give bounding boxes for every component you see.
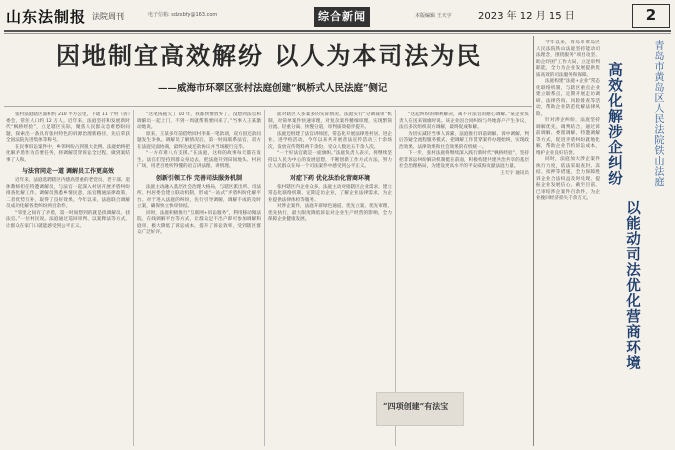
paragraph: “这起纠纷的顺利解决，离不开法官的耐心调解。”某企业负责人在送来锦旗时说。该企业因合同纠纷与外地客户产生争议，法官多次组织双方调解，最终促成和解。 [399,112,529,130]
paragraph: “这笔钱拖欠了 10 年，我都快要放弃了，没想到法官和调解员一起上门，不到一周就帮我要回来了。”当事人王某激动地说。 [137,112,261,130]
section-heading: 对症下药 优化法治化营商环境 [289,174,371,182]
paragraph: 为切实减轻当事人诉累，法庭推行诉前调解、诉中调解、判后答疑全流程服务模式，把调解工作贯穿案件办理始终，实现政治效果、法律效果和社会效果的有机统一。 [399,131,529,150]
headline-divider [4,106,532,107]
section-heading: 创新引领工作 完善司法服务机制 [155,174,243,182]
article-column-3 [268,112,392,446]
paragraph: 今年以来，青岛市黄岛区人民法院铁山法庭坚持能动司法理念，围绕服务“项目攻坚、助企纾困”工作大局，立足审判职能，全力为企业发展提供优质高效的司法服务和保障。 [536,40,600,78]
paragraph: 法庭主动融入基层社会治理大格局，与辖区派出所、司法所、村居委会建立联动机制，形成“一站式”矛盾纠纷化解平台。对于进入法庭的纠纷，先行引导调解，调解不成的及时立案，确保快立快审快结。 [137,184,261,209]
paragraph: “一个好法官就是一面旗帜。”法庭负责人表示，将继续坚持以人民为中心的发展思想，不断创新工作方式方法，努力让人民群众在每一个司法案件中感受到公平正义。 [268,151,392,169]
paragraph: 对涉企案件，法庭开辟绿色通道，优先立案、优先审理、优先执行，最大限度降低诉讼对企业生产经营的影响，全力保障企业健康发展。 [268,204,392,222]
newspaper-logo: 山东法制报 [6,8,87,26]
reporter-credit: 王天宇 通讯员 [499,170,529,176]
article-column-2 [137,112,261,446]
paragraph: 同时，法庭加大涉企案件执行力度，依法采取查封、冻结、扣押等措施，全力保障胜诉企业合法权益及时兑现，提振企业发展信心。截至目前，已审结涉企案件百余件，为企业挽回经济损失千余万元。 [536,157,600,201]
paragraph: 近年来，法庭选聘辖区内德高望重的老党员、老干部、退休教师担任特邀调解员，与法官一起深入村居开展矛盾纠纷排查化解工作。调解员熟悉乡情民意，法官精通法律政策，二者优势互补，取得了良好效果。今年以来，法庭联合调解员成功化解各类纠纷两百余件。 [6,178,130,209]
side-headline-1: 高效化解涉企纠纷 [606,62,623,186]
paragraph: 法庭构建“法庭+企业”常态化联络机制，与辖区重点企业建立联系点，定期开展走访调研、法律咨询、风险排查等活动，帮助企业防范化解法律风险。 [536,79,600,117]
side-article-body [536,40,600,446]
column-divider [133,110,134,446]
paragraph: 下一步，张村法庭将继续深入践行新时代“枫桥经验”，坚持把非诉讼纠纷解决机制挺在前面，积极构建共建共治共享的基层社会治理格局，为建设更高水平的平安威海贡献法庭力量。 [399,151,529,169]
paragraph: “一方有难八方支援。”在法庭，这样的故事每天都在发生。法官们坚持到群众身边去，把法庭开到田间地头、村居广场，用老百姓听得懂的语言讲法理、讲情理。 [137,151,261,169]
paragraph: 面对辖区人多案多的实际情况，法庭实行“分调裁审”机制，对简单案件快速审理，对复杂案件精细审理，实现繁简分流、轻重分离、快慢分道，审判质效稳步提升。 [268,112,392,130]
column-divider [264,110,265,446]
page-number: 2 [632,4,670,28]
section-heading: 与法官同走一道 调解员工作更高效 [21,168,115,175]
email-label: 电子信箱: sdzxbfy@163.com [148,12,218,18]
issue-date: 2023 年 12 月 15 日 [478,11,575,22]
masthead [0,0,675,30]
paragraph: 针对涉企纠纷，法庭坚持调解优先，调判结合，通过诉前调解、委派调解、特邀调解等方式，促进矛盾纠纷就地化解，帮助企业节约诉讼成本，维护企业良好信誉。 [536,118,600,156]
weekly-label: 法院周刊 [92,12,124,21]
paragraph: 张村辖区内企业众多，法庭主动对接辖区企业需求，建立常态化联络机制，定期走访企业，了解企业法律需求，为企业提供法律体检等服务。 [268,184,392,203]
article-column-4 [399,112,529,388]
paragraph: 法庭还组建了法官讲师团，常态化开展法律进村居、进企业、进学校活动，今年以来共开展普法宣传活动三十余场次，发放宣传资料两千余份，受众人数达五千余人次。 [268,131,392,150]
article-column-1 [6,112,130,446]
paragraph: “邻里之间有了矛盾，第一时间想到的就是找调解员、找法官。”一位村民说。法庭通过巡回审判、以案释法等方式，让群众在家门口就能感受到公平正义。 [6,210,130,229]
quote-text: “四项创建”有法宝 [383,401,449,411]
header-rule [4,30,671,32]
main-subtitle: ——威海市环翠区张村法庭创建“枫桥式人民法庭”侧记 [158,83,388,94]
header-rule-thin [4,33,671,34]
paragraph: 张村法庭辖区面积约 210 平方公里，下辖 11 个村（居）委会，常住人口约 12 万人。近年来，法庭坚持和发展新时代“枫桥经验”，立足辖区实际，聚焦人民群众急难愁盼问题，探索出一条具有张村特色的诉源治理新路径，先后荣获全国法院先进集体等称号。 [6,112,130,143]
side-article-divider [533,36,534,446]
quote-image [376,392,464,426]
side-location: 青岛市黄岛区人民法院铁山法庭 [652,40,663,187]
editor-label: 本版编辑 王天宇 [415,13,452,19]
side-headline-2: 以能动司法优化营商环境 [624,200,641,371]
section-tag: 综合新闻 [314,7,370,27]
paragraph: 原来，王某多年前借给同村李某一笔款项，双方因还款问题发生争执。调解员了解情况后，第一时间联系法官，双方在法庭见面协商，最终达成还款协议并当场履行完毕。 [137,131,261,150]
paragraph: 同时，法庭积极推行“互联网+诉讼服务”，利用移动微法院、在线调解平台等方式，让群众足不出户即可参加调解和庭审，极大降低了诉讼成本，提升了诉讼效率，受到辖区群众广泛好评。 [137,210,261,235]
main-headline: 因地制宜高效解纷 以人为本司法为民 [56,41,483,70]
paragraph: 在民事诉讼案件中，乡邻纠纷占到很大比例。法庭始终把化解矛盾作为首要任务，将调解贯穿诉讼全过程，做到案结事了人和。 [6,144,130,163]
